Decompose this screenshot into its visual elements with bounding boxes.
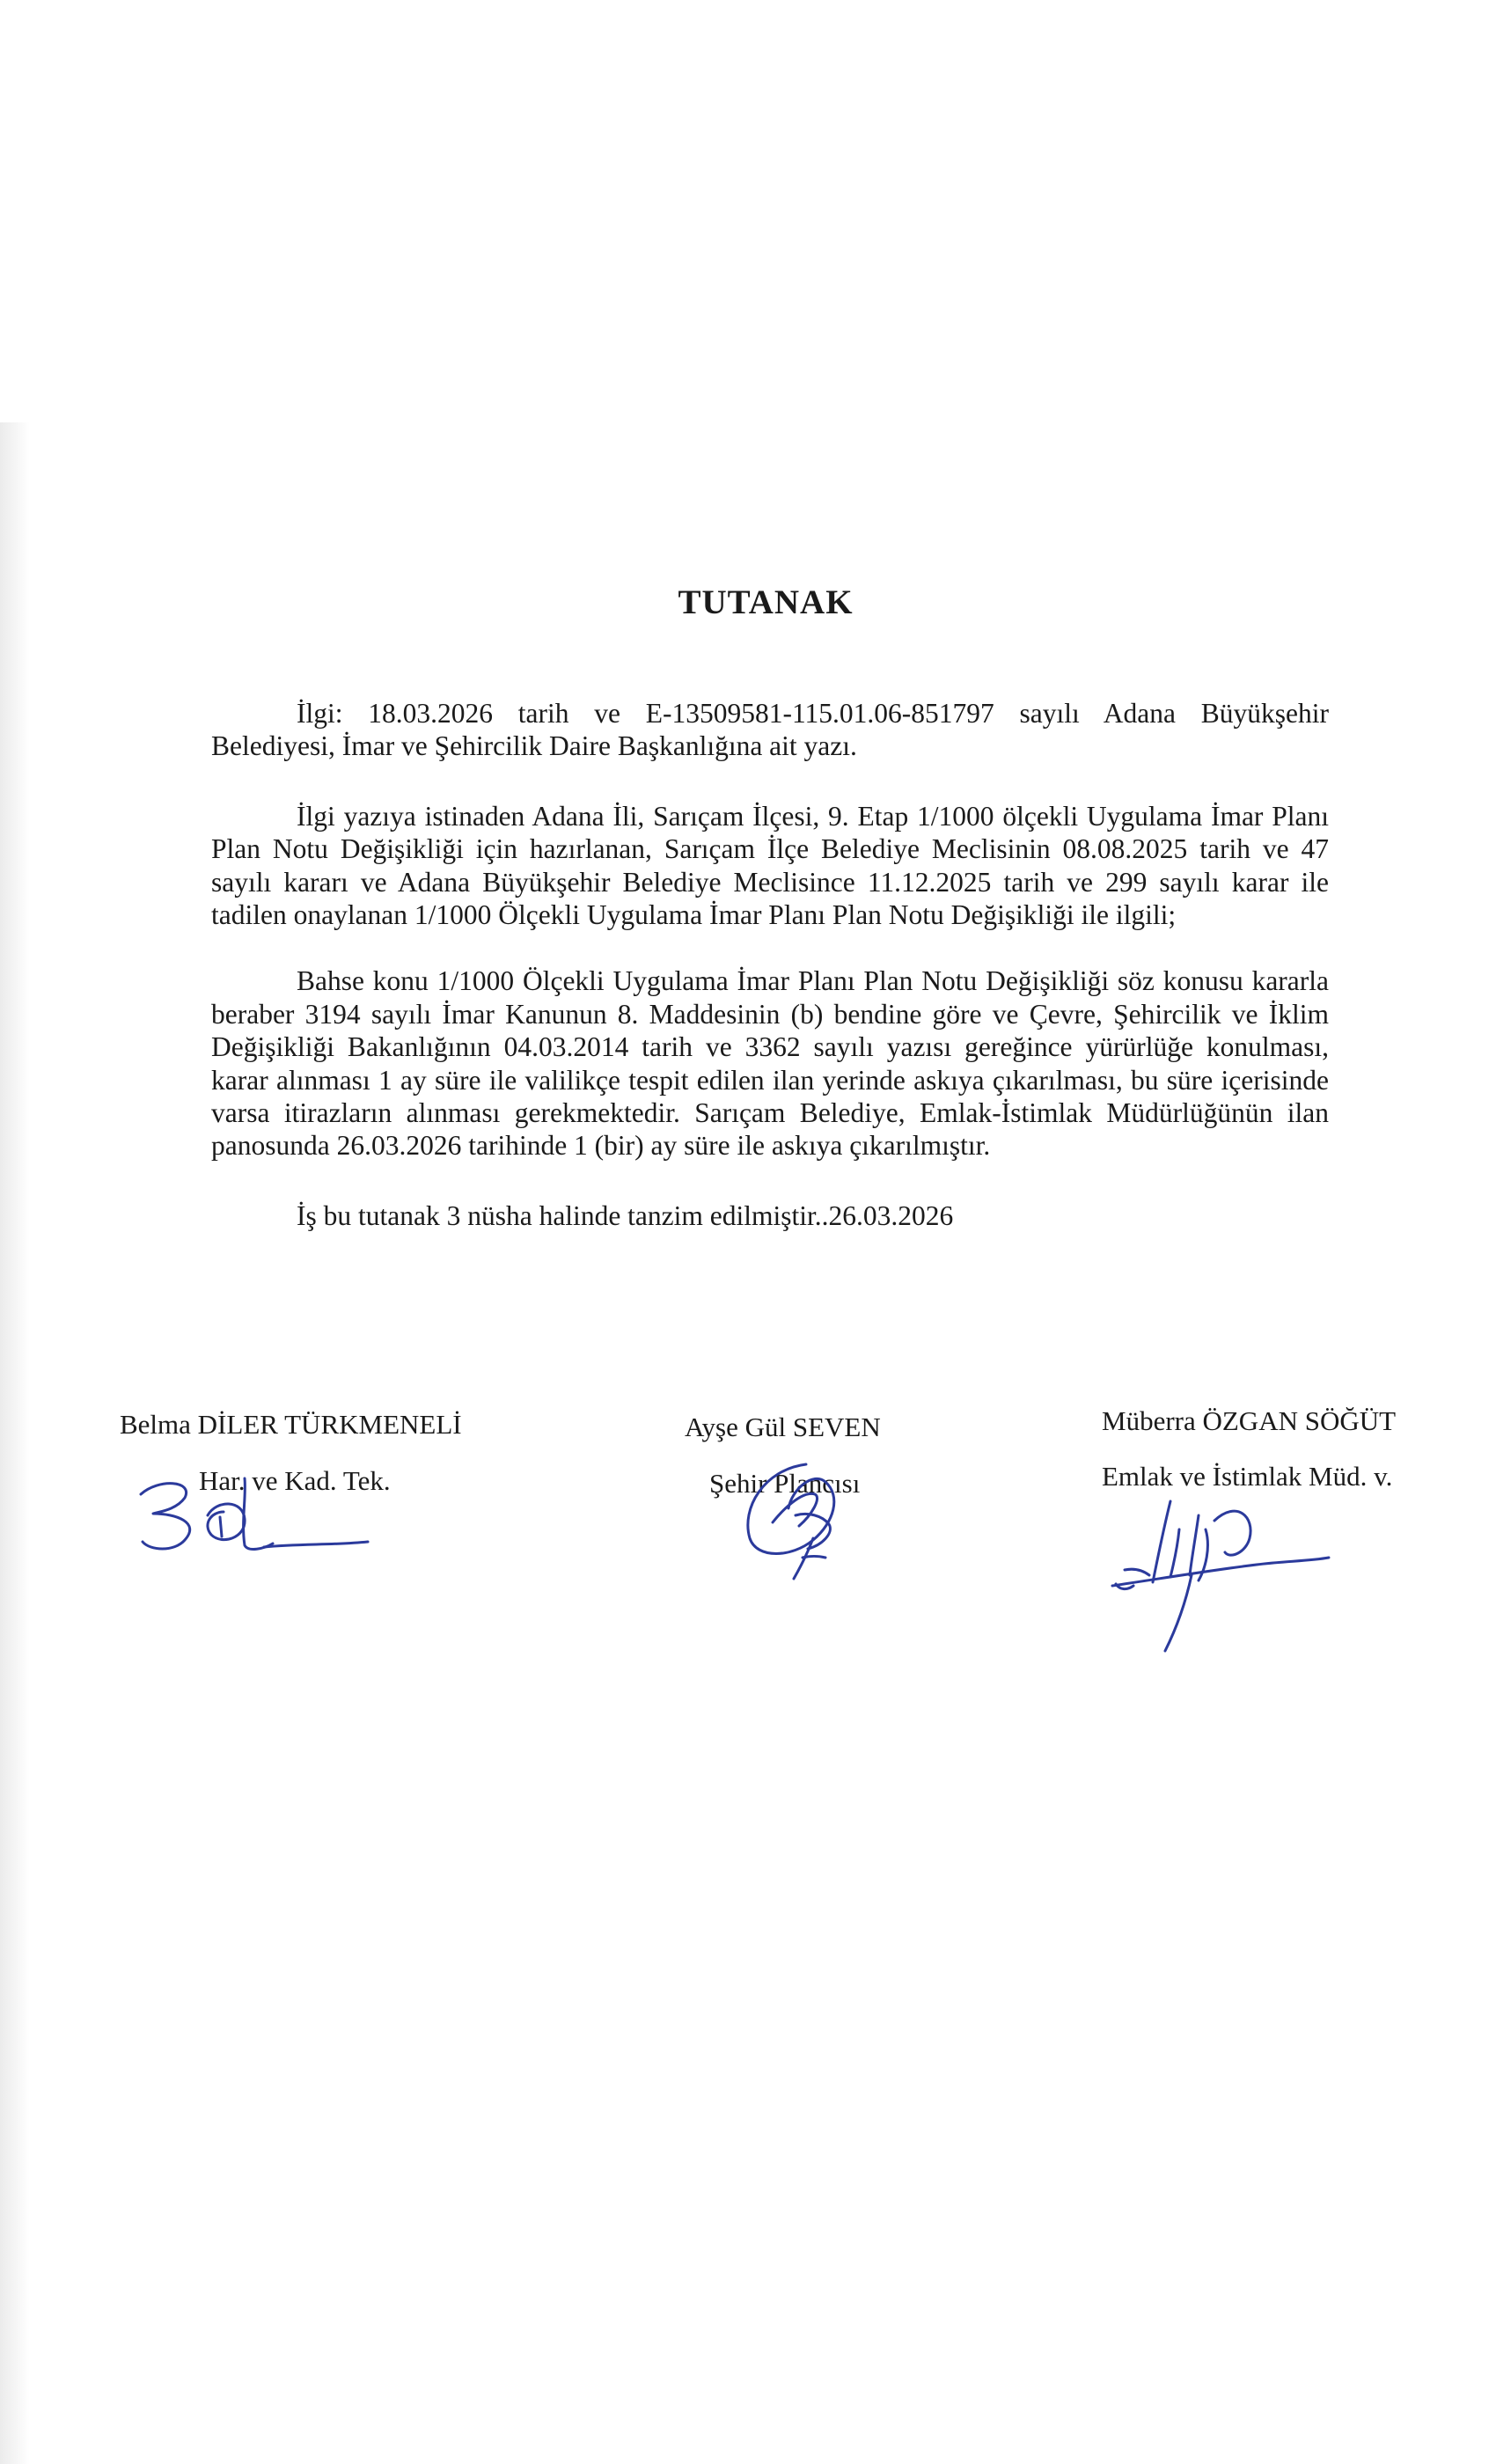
signatory-title-2: Şehir Plancısı <box>709 1468 861 1499</box>
bahse-konu-paragraph: Bahse konu 1/1000 Ölçekli Uygulama İmar Planı Plan Notu Değişikliği söz konusu kararla beraber 3194 sayılı İmar Kanunun 8. Maddesinin (b) bendine göre ve Çevre, Şehircilik ve İklim Değişikliği Bakanlığının 04.03.2014 tarih ve 3362 sayılı yazısı gereğince yürürlüğe konulması, karar alınması 1 ay süre ile valilikçe tespit edilen ilan yerinde askıya çıkarılması, bu süre içerisinde varsa itirazların alınması gerekmektedir. Sarıçam Belediye, Emlak-İstimlak Müdürlüğünün ilan panosunda 26.03.2026 tarihinde 1 (bir) ay süre ile askıya çıkarılmıştır. <box>211 965 1329 1162</box>
signature-3 <box>1107 1494 1336 1661</box>
signatory-title-3: Emlak ve İstimlak Müd. v. <box>1102 1461 1393 1492</box>
signatory-name-3: Müberra ÖZGAN SÖĞÜT <box>1102 1405 1397 1436</box>
signatory-name-2: Ayşe Gül SEVEN <box>685 1412 881 1442</box>
ilgi-paragraph: İlgi: 18.03.2026 tarih ve E-13509581-115.01.06-851797 sayılı Adana Büyükşehir Belediyesi, İmar ve Şehircilik Daire Başkanlığına ait yazı. <box>211 698 1329 762</box>
ilgi-yazi-paragraph: İlgi yazıya istinaden Adana İli, Sarıçam İlçesi, 9. Etap 1/1000 ölçekli Uygulama İmar Planı Plan Notu Değişikliği için hazırlanan, Sarıçam İlçe Belediye Meclisinin 08.08.2025 tarih ve 47 sayılı kararı ve Adana Büyükşehir Belediye Meclisince 11.12.2025 tarih ve 299 sayılı karar ile tadilen onaylanan 1/1000 Ölçekli Uygulama İmar Planı Plan Notu Değişikliği ile ilgili; <box>211 800 1329 931</box>
signatory-title-1: Har. ve Kad. Tek. <box>199 1465 391 1496</box>
signatory-name-1: Belma DİLER TÜRKMENELİ <box>120 1409 462 1440</box>
signature-1 <box>132 1461 378 1566</box>
page-edge-shadow <box>0 422 30 2464</box>
document-body <box>211 697 1329 1232</box>
closing-paragraph: İş bu tutanak 3 nüsha halinde tanzim edilmiştir..26.03.2026 <box>297 1199 954 1231</box>
document-title: TUTANAK <box>678 583 854 621</box>
signature-2 <box>737 1454 869 1586</box>
